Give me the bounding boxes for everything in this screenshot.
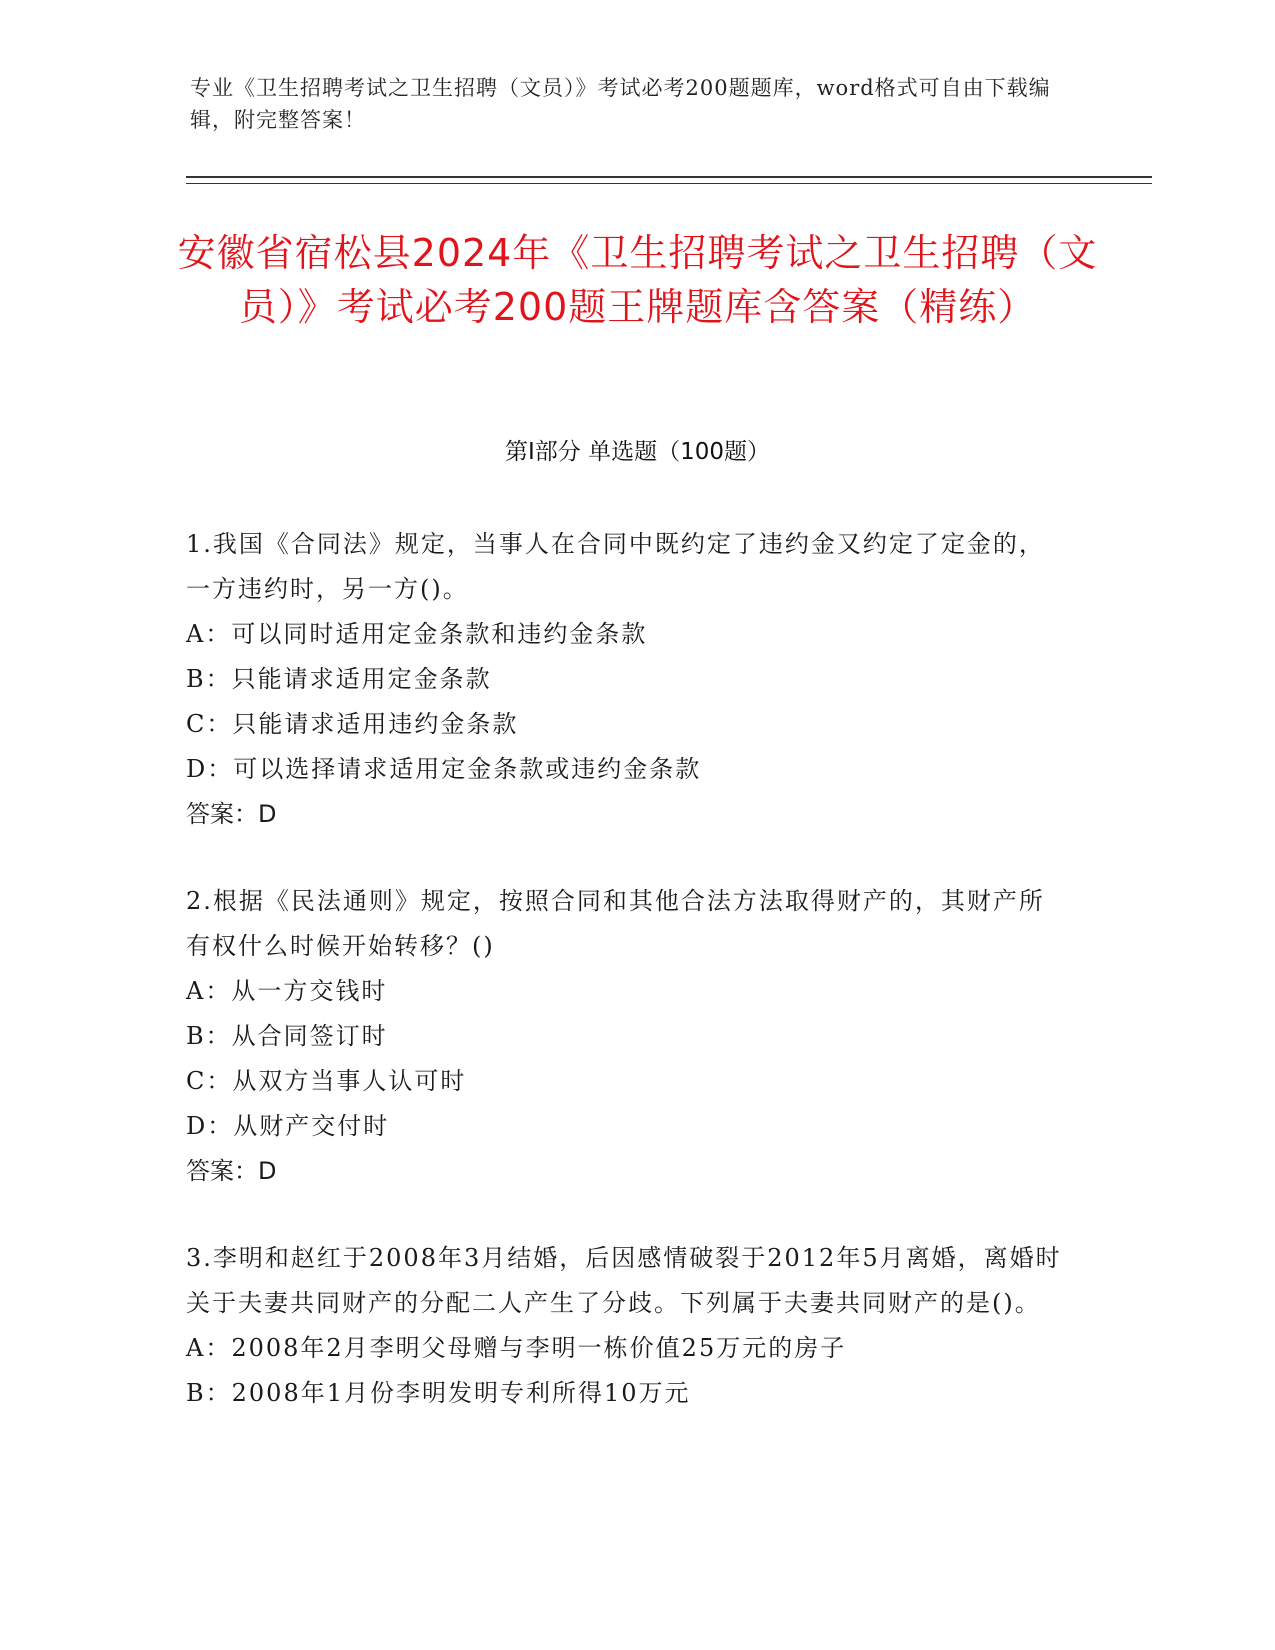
option-c: C：从双方当事人认可时 xyxy=(186,1067,467,1095)
header-rule-thin xyxy=(186,183,1152,184)
section-title: 第I部分 单选题（100题） xyxy=(505,439,770,465)
answer: 答案：D xyxy=(186,800,277,828)
answer: 答案：D xyxy=(186,1157,277,1185)
header-rule-thick xyxy=(186,176,1152,178)
header-note: 专业《卫生招聘考试之卫生招聘（文员）》考试必考200题题库，word格式可自由下载编辑，附完整答案！ xyxy=(190,76,1051,132)
question-list xyxy=(186,522,1066,1458)
option-b: B：只能请求适用定金条款 xyxy=(186,665,492,693)
option-d: D：可以选择请求适用定金条款或违约金条款 xyxy=(186,755,702,783)
document-title: 安徽省宿松县2024年《卫生招聘考试之卫生招聘（文员）》考试必考200题王牌题库含答案（精练） xyxy=(177,231,1098,329)
question-stem: 3.李明和赵红于2008年3月结婚，后因感情破裂于2012年5月离婚，离婚时关于夫妻共同财产的分配二人产生了分歧。下列属于夫妻共同财产的是()。 xyxy=(186,1244,1062,1317)
question-3 xyxy=(186,1236,1066,1416)
question-1 xyxy=(186,522,1066,837)
option-b: B：从合同签订时 xyxy=(186,1022,388,1050)
option-c: C：只能请求适用违约金条款 xyxy=(186,710,519,738)
option-a: A：从一方交钱时 xyxy=(186,977,388,1005)
option-d: D：从财产交付时 xyxy=(186,1112,390,1140)
question-stem: 1.我国《合同法》规定，当事人在合同中既约定了违约金又约定了定金的，一方违约时，另一方()。 xyxy=(186,530,1045,603)
option-b: B：2008年1月份李明发明专利所得10万元 xyxy=(186,1379,691,1407)
question-stem: 2.根据《民法通则》规定，按照合同和其他合法方法取得财产的，其财产所有权什么时候开始转移？() xyxy=(186,887,1045,960)
question-2 xyxy=(186,879,1066,1194)
option-a: A：可以同时适用定金条款和违约金条款 xyxy=(186,620,648,648)
option-a: A：2008年2月李明父母赠与李明一栋价值25万元的房子 xyxy=(186,1334,847,1362)
